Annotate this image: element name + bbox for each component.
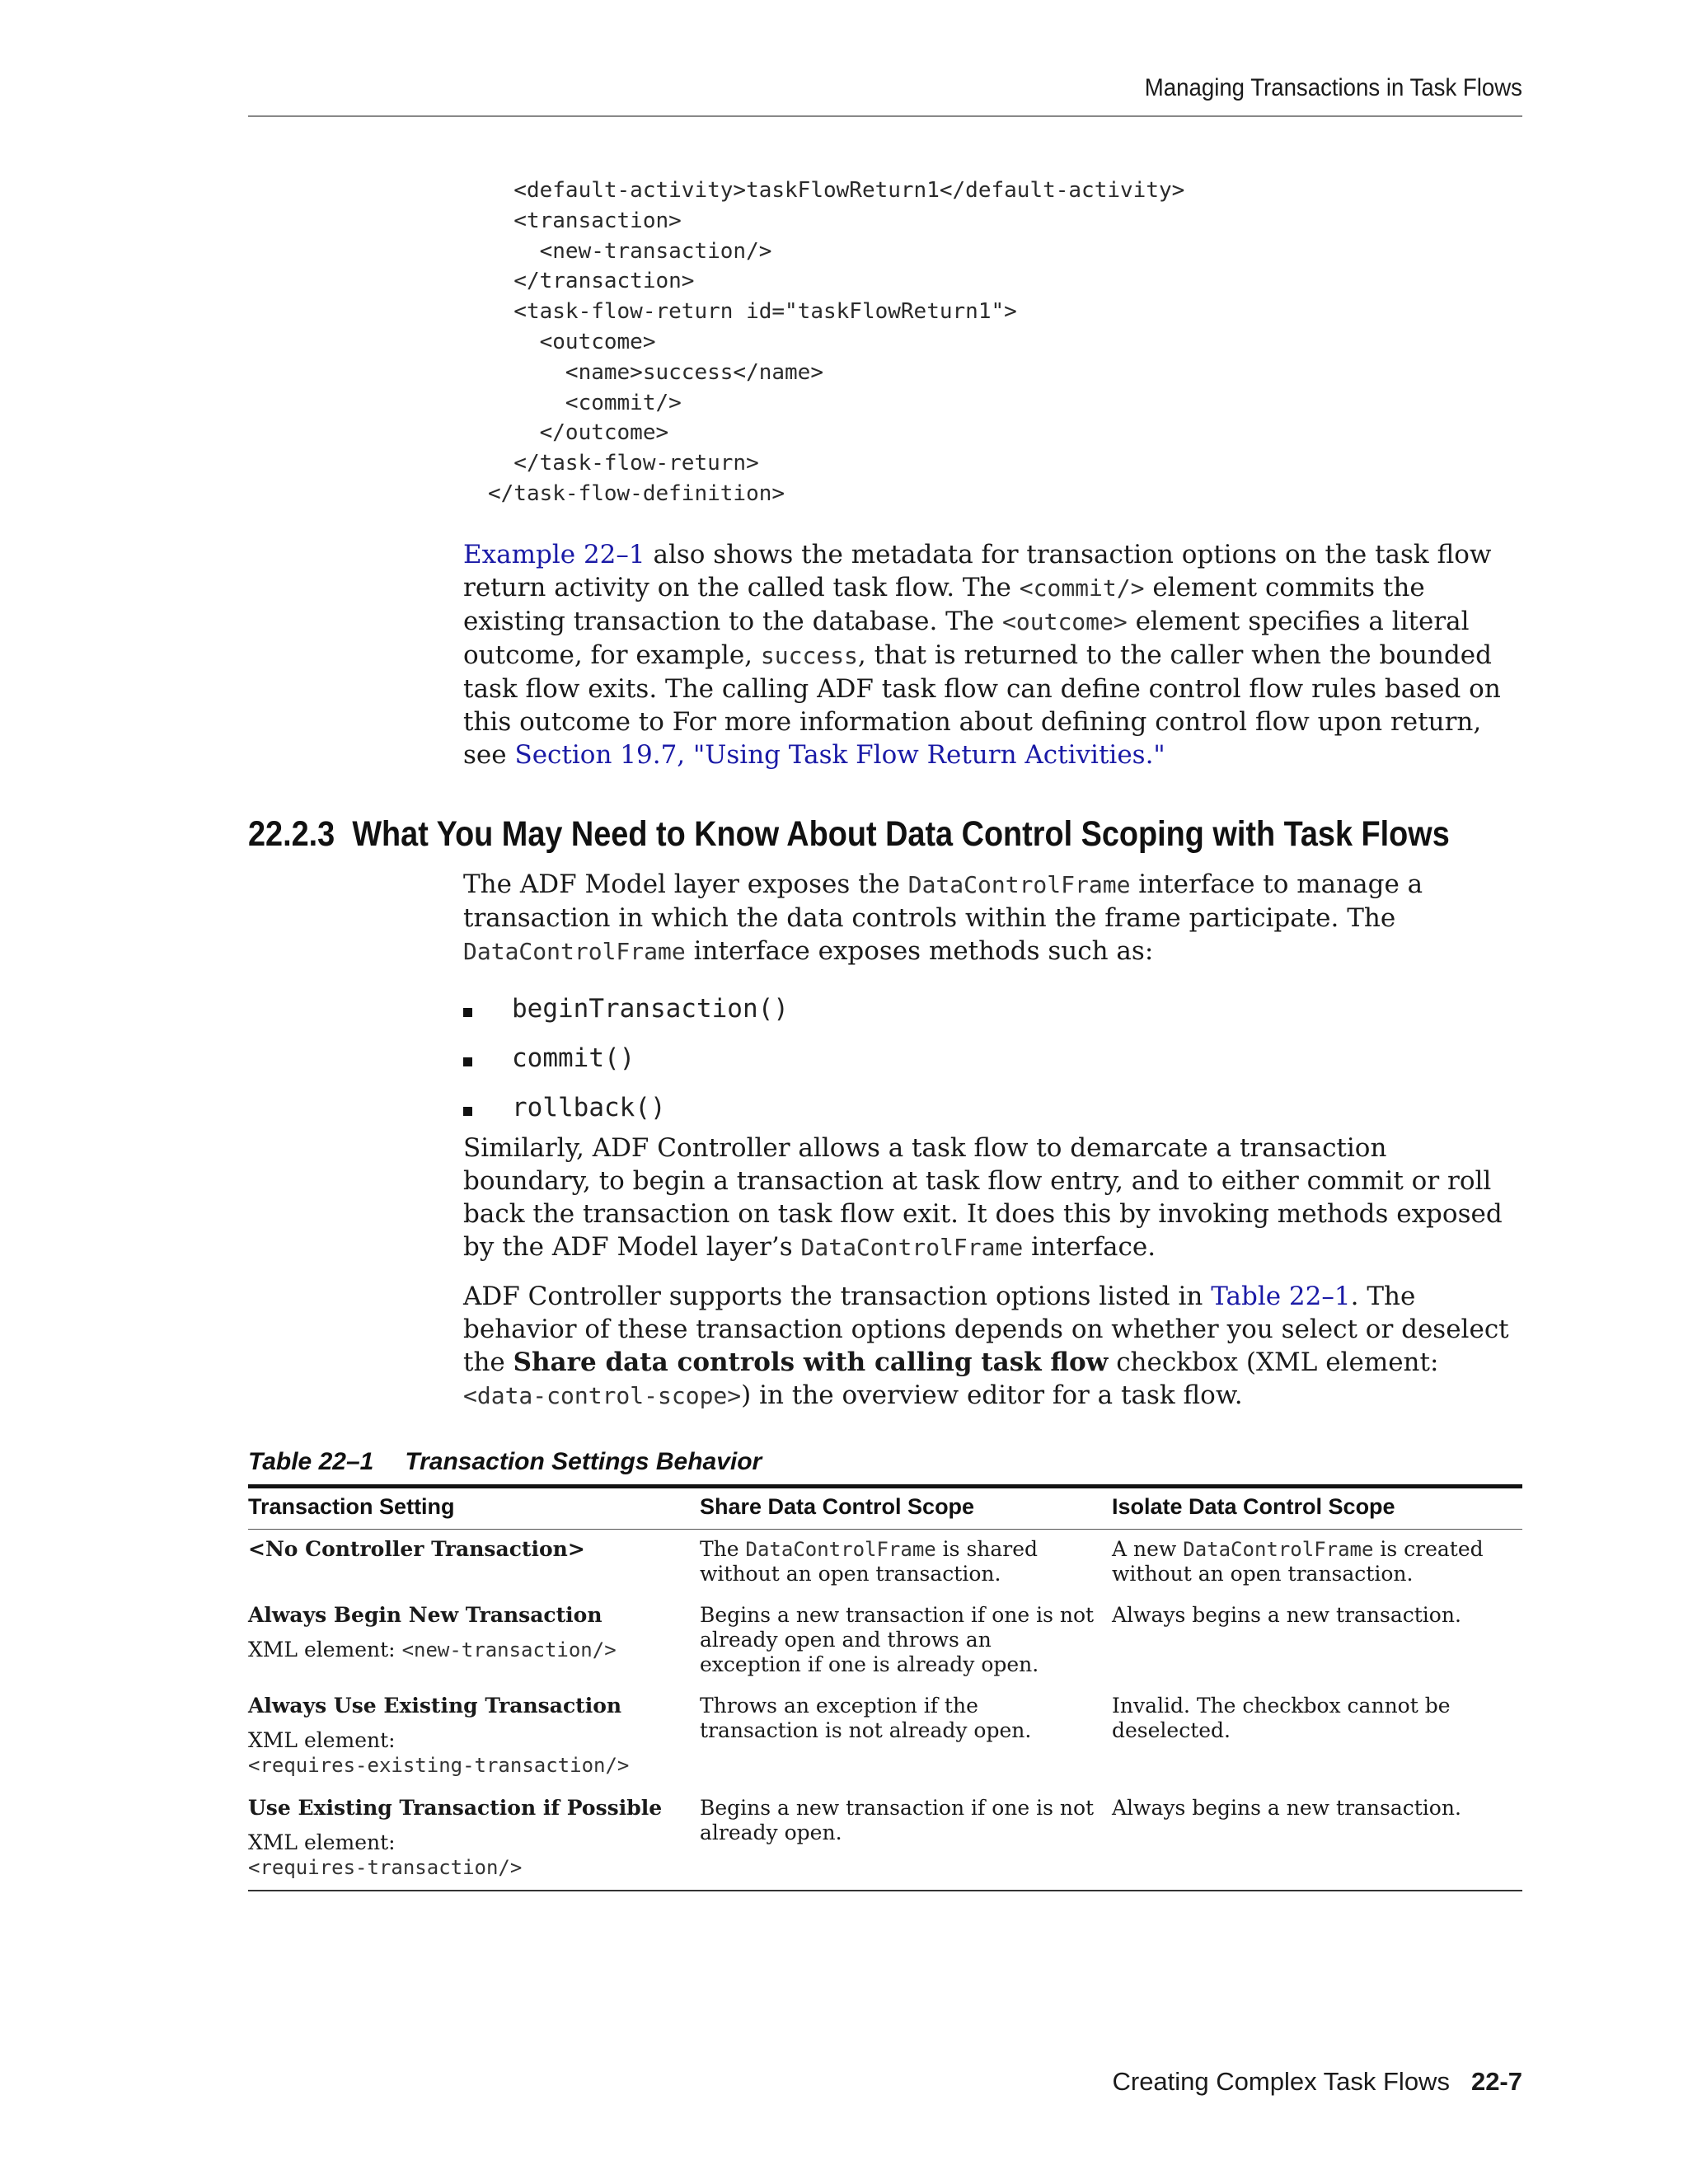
running-header-title: Managing Transactions in Task Flows [1144,74,1522,101]
paragraph-datacontrolframe: The ADF Model layer exposes the DataControlFrame interface to manage a transaction in which the data controls within the frame participate. The DataControlFrame interface exposes methods such as: [463,869,1423,966]
page-footer [824,2067,1522,2097]
code-line: <name>success</name> [488,359,823,385]
header-rule [248,115,1522,117]
code-example [488,176,1184,509]
table-cell: A new DataControlFrame is created without an open transaction. [1112,1537,1484,1586]
table-cell: Begins a new transaction if one is not already open and throws an exception if one is already open. [700,1603,1095,1676]
bullet-icon [463,1008,472,1017]
table-cell: Always Begin New Transaction XML element: <new-transaction/> [248,1603,617,1661]
table-header-rule [248,1529,1522,1530]
section-title: What You May Need to Know About Data Control Scoping with Task Flows [352,814,1450,854]
table-cell: Always begins a new transaction. [1112,1603,1461,1627]
footer-chapter-title: Creating Complex Task Flows [1112,2067,1450,2096]
table-header-cell: Isolate Data Control Scope [1112,1494,1395,1519]
list-item: beginTransaction() [463,984,789,1033]
section-19-7-link[interactable]: Section 19.7, "Using Task Flow Return Activities." [514,740,1165,770]
list-item: commit() [463,1033,789,1083]
bullet-icon [463,1107,472,1116]
table-cell: Invalid. The checkbox cannot be deselected. [1112,1694,1451,1742]
code-line: </task-flow-definition> [488,480,785,506]
code-line: <new-transaction/> [488,238,772,264]
table-top-rule [248,1484,1522,1488]
section-number: 22.2.3 [248,814,335,854]
table-caption: Table 22–1 Transaction Settings Behavior [248,1448,762,1475]
code-line: <task-flow-return id="taskFlowReturn1"> [488,299,1017,325]
table-cell: The DataControlFrame is shared without an open transaction. [700,1537,1039,1586]
table-cell: Use Existing Transaction if Possible XML element: <requires-transaction/> [248,1796,663,1879]
page-number: 22-7 [1470,2067,1522,2096]
code-line: <default-activity>taskFlowReturn1</default-activity> [488,178,1185,203]
table-cell: Always Use Existing Transaction XML element: <requires-existing-transaction/> [248,1694,630,1777]
code-line: </outcome> [488,420,669,446]
code-line: <transaction> [488,208,682,233]
table-cell: Begins a new transaction if one is not already open. [700,1796,1095,1844]
methods-list [463,984,789,1132]
paragraph-example-description: Example 22–1 also shows the metadata for transaction options on the task flow return activity on the called task flow. The <commit/> element commits the existing transaction to the database. The <outcome> element specifies a literal outcome, for example, success, that is returned to the caller when the bounded task flow exits. The calling ADF task flow can define control flow rules based on this outcome to For more information about defining control flow upon return, see Section 19.7, "Using Task Flow Return Activities." [463,540,1501,770]
table-22-1-link[interactable]: Table 22–1 [1211,1282,1351,1311]
example-22-1-link[interactable]: Example 22–1 [463,540,645,569]
code-line: </task-flow-return> [488,451,759,476]
table-bottom-rule [248,1890,1522,1891]
table-cell: Always begins a new transaction. [1112,1796,1461,1820]
section-heading [248,814,1450,855]
table-header-cell: Share Data Control Scope [700,1494,975,1519]
table-header-cell: Transaction Setting [248,1494,455,1519]
table-cell: Throws an exception if the transaction is not already open. [700,1694,1032,1742]
paragraph-adf-controller: Similarly, ADF Controller allows a task flow to demarcate a transaction boundary, to begin a transaction at task flow entry, and to either commit or roll back the transaction on task flow exit. It does this by invoking methods exposed by the ADF Model layer’s DataControlFrame interface. [463,1133,1503,1262]
code-line: </transaction> [488,269,695,294]
paragraph-transaction-options: ADF Controller supports the transaction options listed in Table 22–1. The behavior of these transaction options depends on whether you select or deselect the Share data controls with calling task flow checkbox (XML element: <data-control-scope>) in the overview editor for a task flow. [463,1282,1509,1410]
code-line: <commit/> [488,390,682,415]
code-line: <outcome> [488,329,656,354]
bullet-icon [463,1057,472,1066]
list-item: rollback() [463,1083,789,1132]
table-cell: <No Controller Transaction> [248,1537,585,1561]
